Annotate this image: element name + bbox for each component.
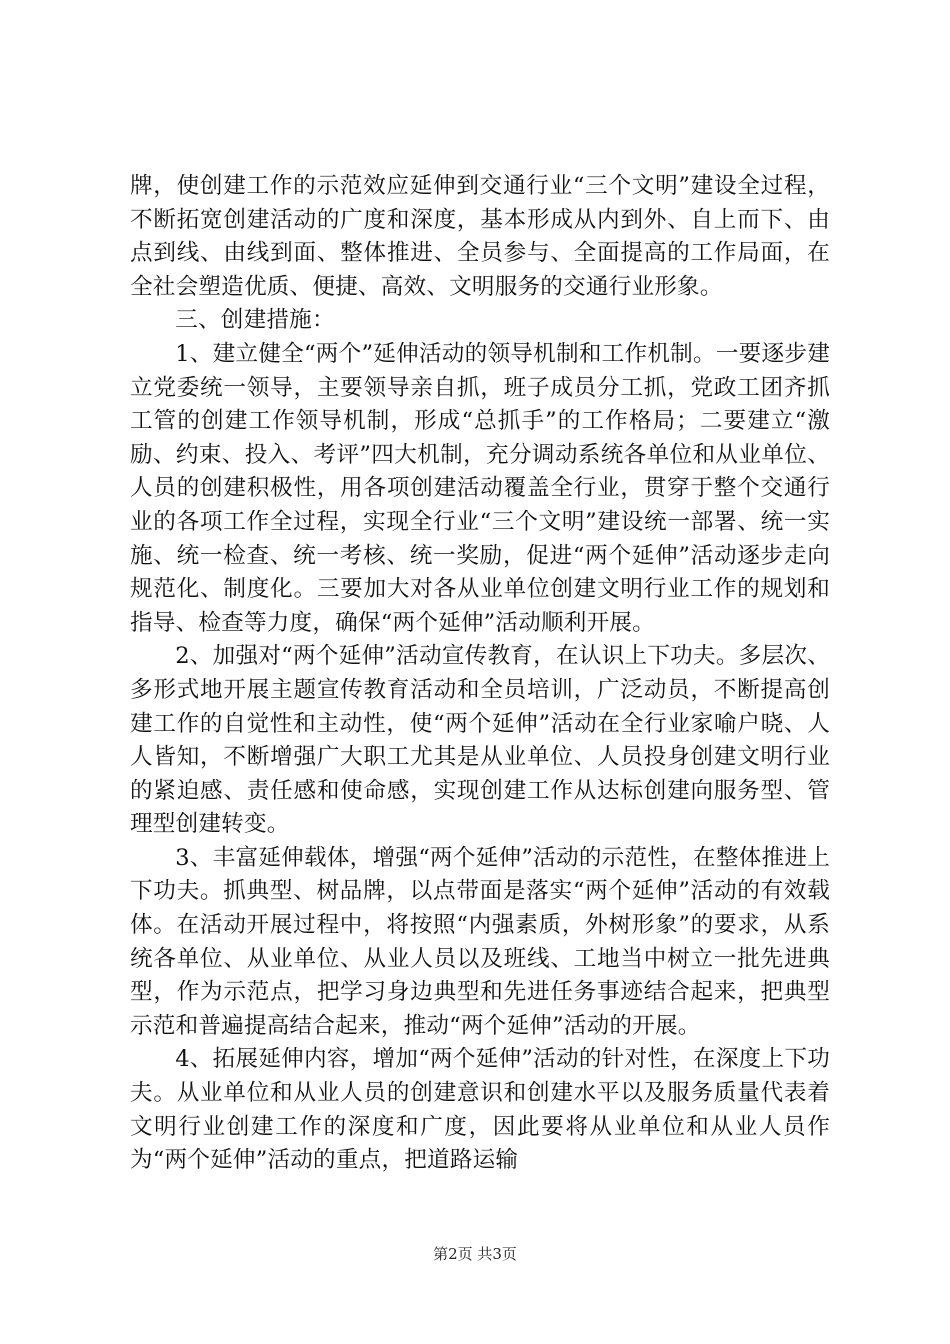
document-body (130, 170, 830, 1178)
section-heading-measures: 三、创建措施： (175, 307, 335, 334)
paragraph-continuation: 牌，使创建工作的示范效应延伸到交通行业“三个文明”建设全过程，不断拓宽创建活动的广度和深度，基本形成从内到外、自上而下、由点到线、由线到面、整体推进、全员参与、全面提高的工作局面，在全社会塑造优质、便捷、高效、文明服务的交通行业形象。 (130, 173, 830, 300)
page-footer (0, 1244, 950, 1264)
paragraph-measure-1: 1、建立健全“两个”延伸活动的领导机制和工作机制。一要逐步建立党委统一领导，主要领导亲自抓，班子成员分工抓，党政工团齐抓工管的创建工作领导机制，形成“总抓手”的工作格局；二要建立“激励、约束、投入、考评”四大机制，充分调动系统各单位和从业单位、人员的创建积极性，用各项创建活动覆盖全行业，贯穿于整个交通行业的各项工作全过程，实现全行业“三个文明”建设统一部署、统一实施、统一检查、统一考核、统一奖励，促进“两个延伸”活动逐步走向规范化、制度化。三要加大对各从业单位创建文明行业工作的规划和指导、检查等力度，确保“两个延伸”活动顺利开展。 (130, 340, 830, 636)
page-number-label: 第2页 共3页 (433, 1245, 517, 1263)
paragraph-measure-2: 2、加强对“两个延伸”活动宣传教育，在认识上下功夫。多层次、多形式地开展主题宣传教育活动和全员培训，广泛动员，不断提高创建工作的自觉性和主动性，使“两个延伸”活动在全行业家喻户晓、人人皆知，不断增强广大职工尤其是从业单位、人员投身创建文明行业的紧迫感、责任感和使命感，实现创建工作从达标创建向服务型、管理型创建转变。 (130, 643, 830, 838)
paragraph-measure-3: 3、丰富延伸载体，增强“两个延伸”活动的示范性，在整体推进上下功夫。抓典型、树品牌，以点带面是落实“两个延伸”活动的有效载体。在活动开展过程中，将按照“内强素质，外树形象”的要求，从系统各单位、从业单位、从业人员以及班线、工地当中树立一批先进典型，作为示范点，把学习身边典型和先进任务事迹结合起来，把典型示范和普遍提高结合起来，推动“两个延伸”活动的开展。 (130, 844, 830, 1039)
paragraph-measure-4: 4、拓展延伸内容，增加“两个延伸”活动的针对性，在深度上下功夫。从业单位和从业人员的创建意识和创建水平以及服务质量代表着文明行业创建工作的深度和广度，因此要将从业单位和从业人员作为“两个延伸”活动的重点，把道路运输 (130, 1046, 830, 1174)
